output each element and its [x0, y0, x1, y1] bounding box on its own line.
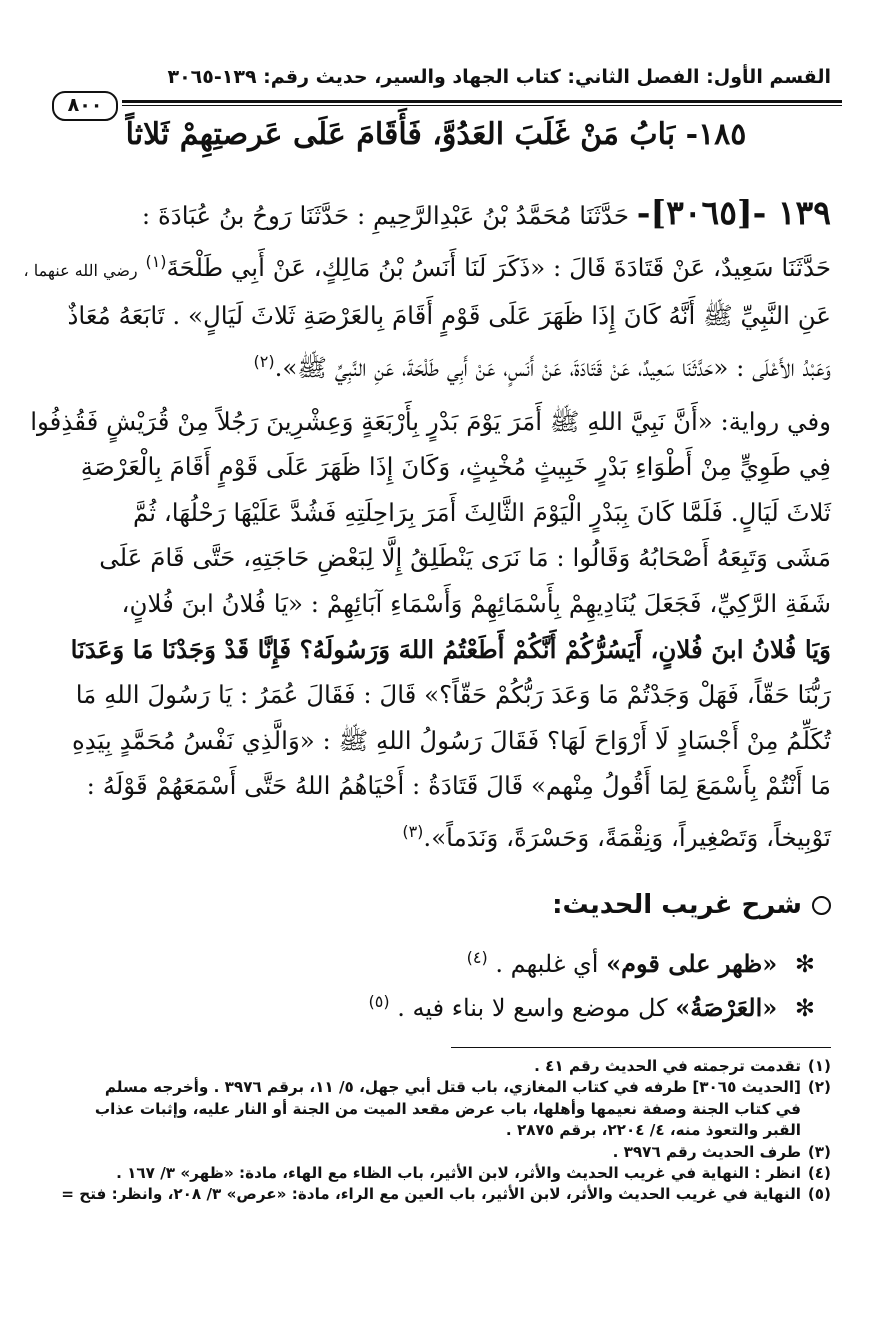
page-number: ٨٠٠	[52, 91, 118, 121]
gloss-meaning: كل موضع واسع لا بناء فيه .	[397, 994, 668, 1022]
footnote-ref: (٢)	[253, 351, 275, 371]
footnote-line: [الحديث ٣٠٦٥] طرفه في كتاب المغازي، باب قتل أبي جهل، ٥/ ١١، برقم ٣٩٧٦ . وأخرجه مسلم	[104, 1078, 801, 1097]
footnote	[41, 1163, 831, 1184]
footnote-text	[41, 1142, 801, 1163]
riwaya-line-text: مَشَى وَتَبِعَهُ أَصْحَابُهُ وَقَالُوا : مَا نَرَى يَنْطَلِقُ إِلَّا لِبَعْضِ حَاجَتِهِ، حَتَّى قَامَ عَلَى	[99, 543, 831, 573]
footnote-mark: (٣)	[807, 1142, 831, 1161]
hadith-line	[23, 239, 831, 294]
riwaya-line	[30, 399, 831, 445]
footnote-line: انظر : النهاية في غريب الحديث والأثر، لابن الأثير، باب الظاء مع الهاء، مادة: «ظهر» ٣/ ١٦٧ .	[116, 1164, 801, 1183]
footnote	[41, 1077, 831, 1141]
footnote	[41, 1142, 831, 1163]
footnote-mark: (٥)	[807, 1185, 831, 1204]
gloss-term: «ظهر على قوم»	[606, 949, 778, 978]
running-header: القسم الأول: الفصل الثاني: كتاب الجهاد والسير، حديث رقم: ١٣٩-٣٠٦٥	[167, 66, 831, 88]
hadith-number: ١٣٩ -[٣٠٦٥]-	[636, 193, 831, 232]
riwaya-line-text: رَبُّنَا حَقّاً، فَهَلْ وَجَدْتُمْ مَا وَعَدَ رَبُّكُمْ حَقّاً؟» قَالَ : فَقَالَ عُمَرُ : يَا رَسُولَ اللهِ مَا	[75, 680, 831, 710]
riwaya-line	[49, 763, 831, 809]
riwaya-line-text: وَيَا فُلانُ ابنَ فُلانٍ، أَيَسُرُّكُمْ أَنَّكُمْ أَطَعْتُمُ اللهَ وَرَسُولَهُ؟ فَإِنَّا قَدْ وَجَدْنَا مَا وَعَدَنَا	[70, 634, 831, 664]
hadith-line-text: عَنِ النَّبِيِّ ﷺ أَنَّهُ كَانَ إِذَا ظَهَرَ عَلَى قَوْمٍ أَقَامَ بِالعَرْصَةِ ثَلاثَ لَيَالٍ» . تَابَعَهُ مُعَاذٌ	[67, 301, 831, 331]
hadith-line-text: حَدَّثَنَا مُحَمَّدُ بْنُ عَبْدِالرَّحِيمِ : حَدَّثَنَا رَوحُ بنُ عُبَادَةَ :	[141, 201, 629, 230]
riwaya-line-text: تَوْبِيخاً، وَتَصْغِيراً، وَنِقْمَةً، وَحَسْرَةً، وَنَدَماً».	[423, 823, 831, 853]
gloss-item	[55, 948, 815, 978]
footnote-mark: (١)	[807, 1057, 831, 1075]
riwaya-line-text: مَا أَنْتُمْ بِأَسْمَعَ لِمَا أَقُولُ مِنْهم» قَالَ قَتَادَةُ : أَحْيَاهُمُ اللهُ حَتَّى أَسْمَعَهُمْ قَوْلَهُ :	[86, 771, 831, 801]
riwaya-line-text: شَفَةِ الرَّكِيِّ، فَجَعَلَ يُنَادِيهِمْ بِأَسْمَائِهِمْ وَأَسْمَاءِ آبَائِهِمْ : «يَا فُلانُ ابنَ فُلانٍ،	[121, 589, 831, 619]
footnote-text	[41, 1077, 801, 1141]
riwaya-line	[49, 809, 831, 861]
footnote-line: طرف الحديث رقم ٣٩٧٦ .	[612, 1142, 801, 1161]
riwaya-line	[49, 490, 831, 536]
footnote-text	[41, 1184, 801, 1205]
footnote-mark: (٤)	[807, 1164, 831, 1183]
footnote-ref: (١)	[145, 251, 167, 271]
hadith-line	[49, 190, 831, 239]
footnote-ref: (٣)	[402, 822, 424, 842]
footnote	[41, 1184, 831, 1205]
circle-bullet-icon	[812, 896, 831, 915]
hadith-line-text: حَدَّثَنَا سَعِيدٌ، عَنْ قَتَادَةَ قَالَ : «ذَكَرَ لَنَا أَنَسُ بْنُ مَالِكٍ، عَنْ أَبِي طَلْحَةَ	[166, 252, 831, 282]
riwaya-line-text: تُكَلِّمُ مِنْ أَجْسَادٍ لَا أَرْوَاحَ لَهَا؟ فَقَالَ رَسُولُ اللهِ ﷺ : «وَالَّذِي نَفْسُ مُحَمَّدٍ بِيَدِهِ	[71, 725, 831, 755]
chapter-title: ١٨٥- بَابُ مَنْ غَلَبَ العَدُوَّ، فَأَقَامَ عَلَى عَرصتِهِمْ ثَلاثاً	[125, 117, 747, 152]
footnote-ref: (٤)	[466, 948, 488, 967]
riwaya-line	[49, 581, 831, 627]
riwaya-line-text: فِي طَوِيٍّ مِنْ أَطْوَاءِ بَدْرٍ خَبِيثٍ مُخْبِثٍ، وَكَانَ إِذَا ظَهَرَ عَلَى قَوْمٍ أَقَامَ بِالْعَرْصَةِ	[80, 452, 831, 482]
riwaya-line-text: وفي رواية: «أَنَّ نَبِيَّ اللهِ ﷺ أَمَرَ يَوْمَ بَدْرٍ بِأَرْبَعَةٍ وَعِشْرِينَ رَجُلاً مِنْ قُرَيْشٍ فَقُذِفُوا	[30, 406, 831, 436]
honorific-text: رضي الله عنهما ،	[23, 260, 138, 280]
footnote-line: تقدمت ترجمته في الحديث رقم ٤١ .	[534, 1057, 801, 1075]
hadith-text	[23, 190, 831, 861]
footnote-text	[41, 1163, 801, 1184]
riwaya-line	[49, 535, 831, 581]
footnote	[41, 1056, 831, 1077]
hadith-line-text: وَعَبْدُ الأَعْلَى : «حَدَّثَنَا سَعِيدٌ، عَنْ قَتَادَةَ، عَنْ أَنَسٍ، عَنْ أَبِي طَلْحَةَ، عَنِ النَّبِيِّ ﷺ».	[274, 353, 831, 383]
footnote-line: في كتاب الجنة وصفة نعيمها وأهلها، باب عرض مقعد الميت من الجنة أو النار عليه، وإثبات عذاب	[94, 1099, 801, 1118]
riwaya-line-text: ثَلاثَ لَيَالٍ. فَلَمَّا كَانَ بِبَدْرٍ الْيَوْمَ الثَّالِثَ أَمَرَ بِرَاحِلَتِهِ فَشُدَّ عَلَيْهَا رَحْلُهَا، ثُمَّ	[132, 497, 831, 527]
footnote-mark: (٢)	[807, 1078, 831, 1097]
riwaya-line	[49, 444, 831, 490]
header-rule	[52, 94, 842, 114]
asterisk-icon: ✻	[794, 950, 815, 978]
footnote-text	[41, 1056, 801, 1077]
hadith-line	[49, 293, 831, 339]
gloss-term: «العَرْصَةُ»	[675, 993, 778, 1022]
gloss-meaning: أي غلبهم .	[495, 950, 599, 978]
riwaya-line	[49, 627, 831, 673]
footnote-line: القبر والتعوذ منه، ٤/ ٢٢٠٤، برقم ٢٨٧٥ .	[505, 1121, 801, 1140]
footnotes	[41, 1056, 831, 1206]
riwaya-line	[49, 718, 831, 764]
footnote-ref: (٥)	[368, 992, 390, 1011]
footnote-separator	[451, 1047, 831, 1048]
asterisk-icon: ✻	[794, 994, 815, 1022]
gharib-section-title	[49, 890, 831, 920]
riwaya-line	[49, 672, 831, 718]
footnote-line: النهاية في غريب الحديث والأثر، لابن الأثير، باب العين مع الراء، مادة: «عرص» ٣/ ٢٠٨، وانظر: فتح =	[61, 1185, 801, 1204]
header-rule-thin	[122, 105, 842, 106]
hadith-line	[49, 339, 831, 391]
header-rule-thick	[122, 100, 842, 103]
gloss-item	[55, 992, 815, 1022]
gharib-title-text: شرح غريب الحديث:	[552, 890, 802, 920]
